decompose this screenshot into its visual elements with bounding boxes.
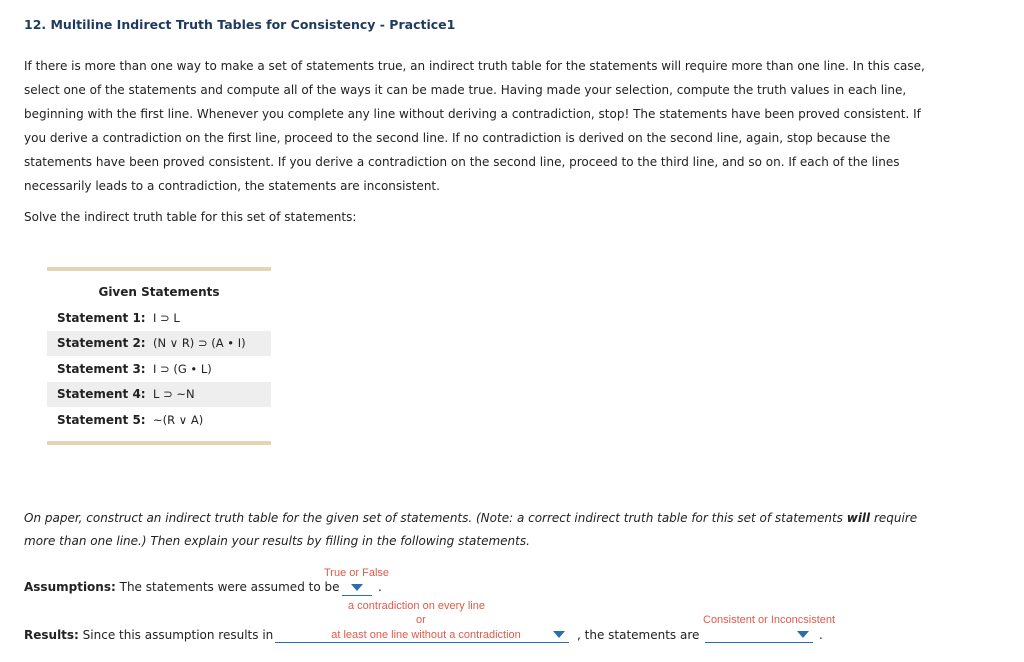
statement-label: Statement 4: [57, 387, 146, 402]
intro-line: beginning with the first line. Whenever you complete any line without deriving a contradiction, stop! The statements have been proved consistent. If [24, 107, 921, 121]
statement-label: Statement 3: [57, 361, 146, 376]
given-statements-table [47, 267, 271, 445]
table-bottom-rule [47, 441, 271, 445]
table-row [47, 382, 271, 408]
intro-line: select one of the statements and compute all of the ways it can be made true. Having made your selection, compute the truth values in each line, [24, 83, 907, 97]
results-label: Results: [24, 628, 79, 642]
chevron-down-icon [553, 631, 565, 638]
intro-line: statements have been proved consistent. If you derive a contradiction on the second line, proceed to the third line, and so on. If each of the lines [24, 155, 900, 169]
consistency-hint: Consistent or Inconcsistent [703, 614, 836, 626]
solve-prompt: Solve the indirect truth table for this set of statements: [24, 210, 357, 224]
statement-formula: ~(R ∨ A) [153, 412, 204, 427]
chevron-down-icon [797, 631, 809, 638]
assumptions-sentence [24, 580, 339, 594]
note-text: On paper, construct an indirect truth table for the given set of statements. (Note: a correct indirect truth table for this set of statements [24, 511, 847, 525]
page-title: 12. Multiline Indirect Truth Tables for Consistency - Practice1 [24, 17, 456, 32]
assumptions-label: Assumptions: [24, 580, 116, 594]
contradiction-dropdown-text: at least one line without a contradiction [331, 628, 521, 641]
statement-formula: I ⊃ (G • L) [153, 361, 212, 376]
instruction-note [24, 507, 984, 553]
table-row [47, 331, 271, 357]
statement-label: Statement 5: [57, 412, 146, 427]
results-text: Since this assumption results in [78, 628, 274, 642]
table-row [47, 407, 271, 433]
truth-value-dropdown[interactable] [342, 580, 372, 596]
results-middle-text: , the statements are [577, 628, 700, 642]
table-row [47, 356, 271, 382]
statement-formula: L ⊃ ~N [153, 387, 195, 402]
table-heading: Given Statements [98, 285, 220, 299]
results-hint-or: or [416, 614, 426, 626]
intro-line: you derive a contradiction on the first line, proceed to the second line. If no contradiction is derived on the second line, again, stop because the [24, 131, 891, 145]
assumption-hint: True or False [324, 567, 390, 579]
statement-label: Statement 1: [57, 310, 146, 325]
contradiction-dropdown[interactable] [275, 627, 569, 643]
consistency-dropdown[interactable] [705, 627, 813, 643]
note-line: more than one line.) Then explain your results by filling in the following statements. [24, 534, 530, 548]
note-line [24, 507, 984, 530]
assumptions-text: The statements were assumed to be [115, 580, 340, 594]
results-hint-option1: a contradiction on every line [348, 600, 485, 612]
statement-formula: I ⊃ L [153, 310, 180, 325]
intro-line: If there is more than one way to make a set of statements true, an indirect truth table for the statements will require more than one line. In this case, [24, 59, 925, 73]
intro-paragraph [24, 54, 984, 198]
results-period: . [819, 628, 823, 642]
note-emphasis: will [846, 511, 871, 525]
note-text: require [870, 511, 918, 525]
results-sentence [24, 628, 273, 642]
table-row [47, 305, 271, 331]
statement-formula: (N ∨ R) ⊃ (A • I) [153, 336, 246, 351]
assumptions-period: . [378, 580, 382, 594]
chevron-down-icon [351, 584, 363, 591]
statement-label: Statement 2: [57, 336, 146, 351]
intro-line: necessarily leads to a contradiction, the statements are inconsistent. [24, 179, 440, 193]
